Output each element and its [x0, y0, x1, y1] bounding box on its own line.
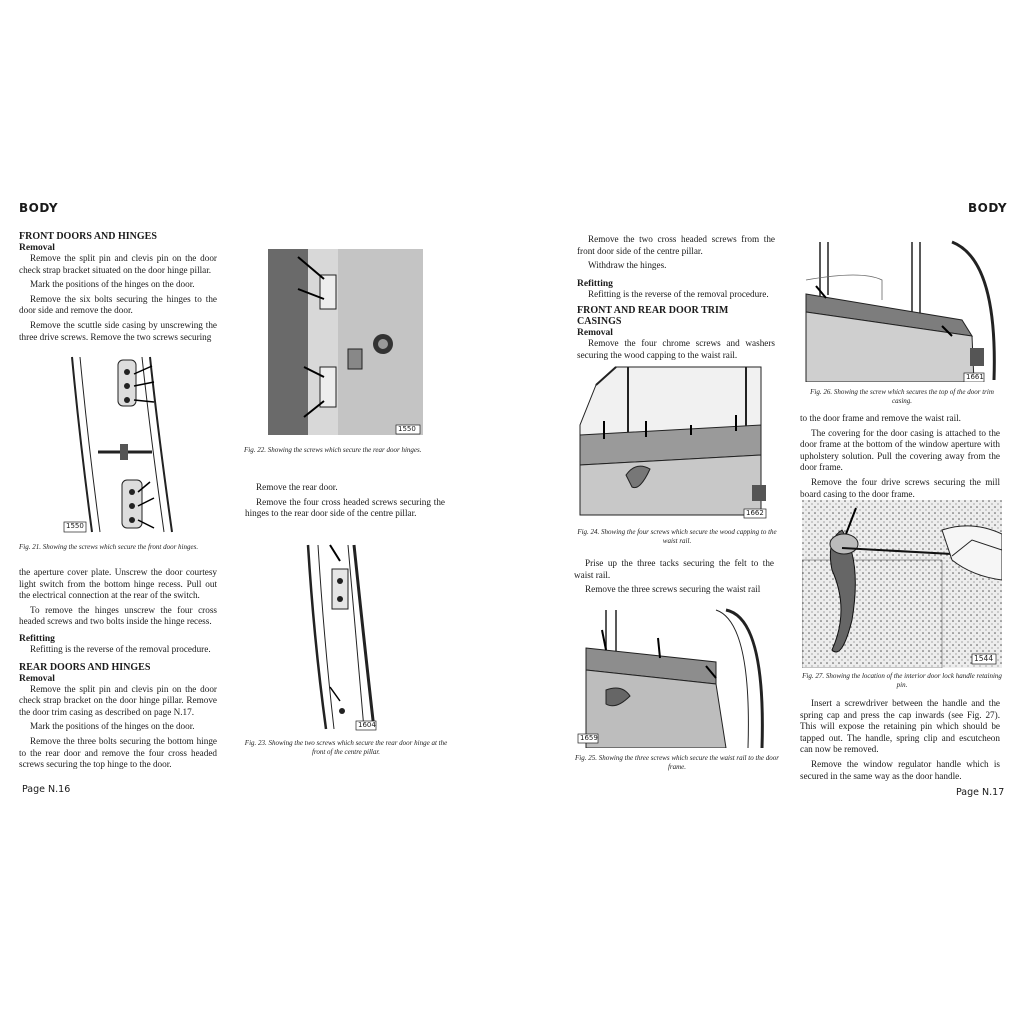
paragraph: Remove the window regulator handle which is secured in the same way as the door handle.: [800, 758, 1000, 781]
right-page-number: Page N.17: [956, 787, 1005, 798]
figure-22-caption: Fig. 22. Showing the screws which secure the rear door hinges.: [244, 446, 422, 454]
left-column-2: [245, 482, 445, 523]
paragraph: Mark the positions of the hinges on the door.: [30, 721, 195, 732]
figure-25-caption: Fig. 25. Showing the three screws which secure the waist rail to the door frame.: [575, 754, 779, 771]
figure-25-number: 1659: [580, 734, 598, 742]
paragraph: Refitting is the reverse of the removal procedure.: [588, 288, 769, 299]
figure-24-caption: Fig. 24. Showing the four screws which secure the wood capping to the waist rail.: [577, 528, 777, 545]
paragraph: Remove the scuttle side casing by unscrewing the three drive screws. Remove the two screws securing: [19, 319, 217, 342]
figure-26-trim-casing-screw: [802, 240, 1002, 382]
right-page-header: BODY: [968, 201, 1008, 215]
subheading-removal: Removal: [19, 673, 55, 684]
paragraph: Remove the four chrome screws and washers securing the wood capping to the waist rail.: [577, 338, 775, 360]
paragraph: the aperture cover plate. Unscrew the door courtesy light switch from the bottom hinge recess. Pull out the electrical connection at the rear of the switch.: [19, 567, 217, 601]
paragraph: Withdraw the hinges.: [588, 260, 667, 271]
figure-26-number: 1661: [966, 373, 984, 381]
left-page-header: BODY: [19, 201, 59, 215]
figure-26-caption: Fig. 26. Showing the screw which secures the top of the door trim casing.: [810, 388, 994, 405]
subheading-refitting: Refitting: [19, 633, 55, 644]
paragraph: Remove the split pin and clevis pin on the door check strap bracket on the door hinge pillar. Remove the door trim casing as described on page N.17.: [19, 683, 217, 717]
subheading-refitting: Refitting: [577, 278, 613, 289]
figure-21-front-door-hinges: [62, 352, 178, 538]
left-page-number: Page N.16: [22, 784, 71, 795]
figure-23-caption: Fig. 23. Showing the two screws which secure the rear door hinge at the front of the centre pillar.: [244, 739, 448, 756]
paragraph: To remove the hinges unscrew the four cross headed screws and two bolts inside the hinge recess.: [19, 604, 217, 627]
subheading-removal: Removal: [19, 243, 55, 253]
right-column-2-lower: [800, 698, 1000, 785]
figure-24-wood-capping-screws: [576, 365, 769, 519]
figure-27-door-lock-handle-pin: [802, 500, 1002, 668]
figure-27-caption: Fig. 27. Showing the location of the interior door lock handle retaining pin.: [802, 672, 1002, 689]
subheading-removal: Removal: [577, 328, 613, 339]
paragraph: Remove the three bolts securing the bottom hinge to the rear door and remove the four cross headed screws securing the top hinge to the door.: [19, 735, 217, 770]
left-column-1: [19, 231, 217, 346]
paragraph: Prise up the three tacks securing the felt to the waist rail.: [574, 558, 774, 580]
paragraph: Mark the positions of the hinges on the door.: [30, 279, 195, 290]
paragraph: Remove the two cross headed screws from the front door side of the centre pillar.: [577, 234, 775, 256]
paragraph: Remove the split pin and clevis pin on the door check strap bracket situated on the door hinge pillar.: [19, 253, 217, 275]
figure-25-waist-rail-screws: [576, 608, 769, 748]
paragraph: Refitting is the reverse of the removal procedure.: [30, 643, 211, 654]
right-column-1: [577, 234, 775, 365]
figure-22-number: 1550: [398, 425, 416, 433]
figure-24-number: 1662: [746, 509, 764, 517]
figure-21-number: 1550: [66, 522, 84, 530]
figure-23-centre-pillar-screws: [304, 541, 378, 733]
paragraph: to the door frame and remove the waist rail.: [800, 413, 961, 423]
figure-22-rear-door-hinges: [268, 249, 423, 435]
heading-trim-casings: FRONT AND REAR DOOR TRIM CASINGS: [577, 305, 729, 328]
paragraph: Remove the four cross headed screws securing the hinges to the rear door side of the centre pillar.: [245, 496, 445, 519]
paragraph: Remove the three screws securing the waist rail: [585, 584, 761, 595]
paragraph: Insert a screwdriver between the handle and the spring cap and press the cap inwards (see Fig. 27). This will expose the retaining pin which should be tapped out. The handle, spring clip and escutcheon can now be removed.: [800, 698, 1000, 755]
left-column-1-lower: [19, 567, 217, 774]
right-page: [512, 0, 1024, 1024]
figure-27-number: 1544: [974, 654, 994, 663]
heading-front-doors: FRONT DOORS AND HINGES: [19, 231, 157, 242]
right-column-2: [800, 413, 1000, 503]
figure-23-number: 1604: [358, 721, 376, 729]
right-column-1-middle: [574, 558, 774, 599]
paragraph: Remove the four drive screws securing the mill board casing to the door frame.: [800, 476, 1000, 499]
paragraph: Remove the six bolts securing the hinges to the door side and remove the door.: [19, 293, 217, 316]
heading-rear-doors: REAR DOORS AND HINGES: [19, 661, 151, 673]
paragraph: Remove the rear door.: [256, 482, 338, 492]
figure-21-caption: Fig. 21. Showing the screws which secure the front door hinges.: [19, 543, 199, 551]
paragraph: The covering for the door casing is attached to the door frame at the bottom of the window aperture with upholstery solution. Pull the covering away from the door frame.: [800, 427, 1000, 473]
